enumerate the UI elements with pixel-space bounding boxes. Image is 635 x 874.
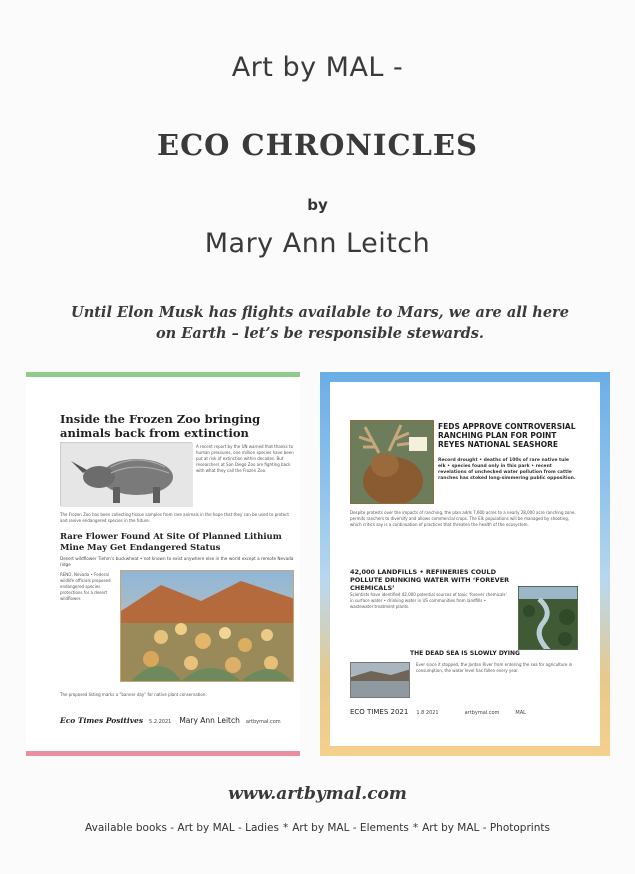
left-body-2: RENO, Nevada • Federal wildlife officials proposed endangered species protections for a desert wildflower. (60, 572, 111, 601)
left-footer-date: 5.2.2021 (149, 719, 172, 725)
left-footer-site: artbymal.com (245, 719, 281, 725)
left-page-top-bar (26, 372, 300, 377)
left-page-bottom-bar (26, 751, 300, 756)
left-headline-rare-flower: Rare Flower Found At Site Of Planned Lithium Mine May Get Endangered Status (60, 532, 282, 553)
right-body-1: Record drought • deaths of 100s of rare native tule elk • species found only in this park • recent revelations of unchecked water pollution from cattle ranches has stoked long-simmering public opposition. (438, 458, 576, 481)
books-item-photoprints: Art by MAL - Photoprints (422, 822, 550, 834)
books-item-ladies: Available books - Art by MAL - Ladies (85, 822, 279, 834)
series-line: Art by MAL - (231, 52, 404, 83)
right-footer-site: artbymal.com (464, 710, 500, 716)
left-subhead-rare-flower: Desert wildflower Tiehm’s buckwheat • not known to exist anywhere else in the world except a remote Nevada ridge (60, 556, 294, 567)
left-headline-frozen-zoo: Inside the Frozen Zoo bringing animals back from extinction (60, 412, 261, 440)
left-page-footer (60, 716, 296, 725)
right-body-4: Ever since it stopped, the Jordan River from entering the sea for agriculture in consumption, the water level has fallen every year. (416, 662, 573, 673)
author-name: Mary Ann Leitch (204, 228, 431, 259)
right-headline-point-reyes: FEDS APPROVE CONTROVERSIAL RANCHING PLAN FOR POINT REYES NATIONAL SEASHORE (438, 422, 576, 449)
left-footer-author: Mary Ann Leitch (179, 716, 240, 725)
right-headline-forever-chemicals: 42,000 LANDFILLS • REFINERIES COULD POLLUTE DRINKING WATER WITH ‘FOREVER CHEMICALS’ (350, 568, 510, 592)
left-page-thumbnail (26, 372, 300, 756)
river-aerial-photo (518, 586, 578, 650)
right-headline-dead-sea: THE DEAD SEA IS SLOWLY DYING (410, 650, 520, 657)
right-body-3: Scientists have identified 42,000 potential sources of toxic ‘forever chemicals’ in surface water • drinking water in US communities from landfills • wastewater treatment plants. (350, 592, 507, 609)
website-url: www.artbymal.com (228, 784, 407, 804)
right-page-thumbnail (320, 372, 610, 756)
available-books-line (0, 822, 635, 834)
left-footer-publication: Eco Times Positives (60, 716, 144, 725)
buckwheat-flower-photo (120, 570, 294, 682)
elk-photo (350, 420, 434, 504)
books-separator: * (282, 822, 289, 834)
books-separator: * (412, 822, 419, 834)
by-line: by (307, 196, 328, 214)
books-item-elements: Art by MAL - Elements (292, 822, 409, 834)
tagline-line-1: Until Elon Musk has flights available to Mars, we are all here (71, 304, 569, 321)
rhino-engraving-image (60, 442, 192, 506)
right-footer-publication: ECO TIMES 2021 (350, 708, 409, 716)
left-body-1b: The Frozen Zoo has been collecting tissue samples from rare animals in the hope that they can be used to protect and revive endangered species in the future. (60, 512, 289, 523)
right-page-footer (350, 708, 580, 716)
left-body-3: The proposed listing marks a “banner day” for native plant conservation. (60, 692, 207, 697)
book-title: ECO CHRONICLES (157, 128, 478, 162)
left-body-1: A recent report by the UN warned that thanks to human pressures, one million species have been put at risk of extinction within decades. But researchers at San Diego Zoo are fighting back with what they call the Frozen Zoo. (196, 444, 294, 473)
right-footer-issue: 1.8 2021 (416, 710, 439, 716)
right-body-2: Despite protests over the impacts of ranching, the plan adds 7,600 acres to a nearly 28,000 acre ranching zone, permits ranchers to diversify and allows commercial crops. The Elk populations will be managed by shooting, which critics say is a continuation of practices that threaten the health of the ecosystem. (350, 510, 576, 527)
right-footer-author: MAL (515, 710, 526, 716)
dead-sea-photo (350, 662, 410, 698)
tagline-line-2: on Earth – let’s be responsible stewards. (156, 325, 484, 342)
tagline (60, 302, 580, 344)
